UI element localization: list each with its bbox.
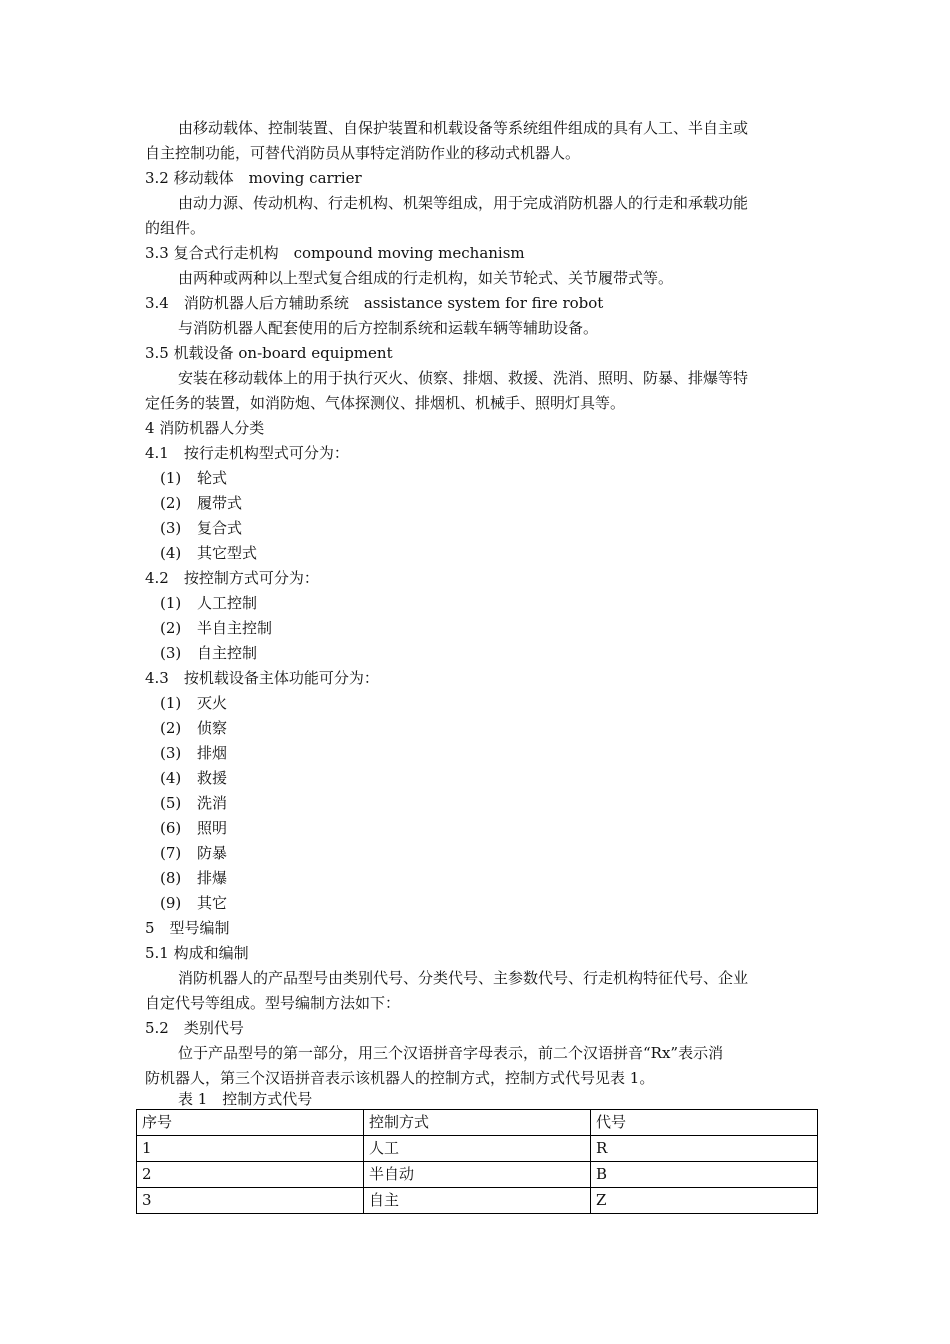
list-item	[160, 618, 825, 638]
paragraph-line: 定任务的装置，如消防炮、气体探测仪、排烟机、机械手、照明灯具等。	[145, 394, 626, 412]
list-item	[160, 793, 825, 813]
list-number: (3)	[160, 644, 182, 662]
list-item	[160, 843, 825, 863]
list-text: 救援	[197, 769, 228, 787]
list-item	[160, 518, 825, 538]
paragraph-line: 安装在移动载体上的用于执行灭火、侦察、排烟、救援、洗消、照明、防暴、排爆等特	[178, 369, 749, 387]
list-number: (1)	[160, 594, 182, 612]
list-text: 侦察	[197, 719, 228, 737]
list-number: (3)	[160, 519, 182, 537]
list-number: (8)	[160, 869, 182, 887]
list-text: 防暴	[197, 844, 228, 862]
list-text: 半自主控制	[197, 619, 273, 637]
table-caption: 表 1 控制方式代号	[178, 1090, 313, 1108]
table-row	[137, 1136, 818, 1162]
paragraph-line: 由动力源、传动机构、行走机构、机架等组成，用于完成消防机器人的行走和承载功能	[178, 194, 749, 212]
list-text: 照明	[197, 819, 228, 837]
list-item	[160, 593, 825, 613]
paragraph-line: 由两种或两种以上型式复合组成的行走机构，如关节轮式、关节履带式等。	[178, 269, 674, 287]
list-item	[160, 693, 825, 713]
section-heading-5-2: 5.2 类别代号	[145, 1019, 244, 1037]
list-number: (4)	[160, 544, 182, 562]
list-item	[160, 493, 825, 513]
section-heading-3-3: 3.3 复合式行走机构 compound moving mechanism	[145, 244, 525, 262]
paragraph-line: 消防机器人的产品型号由类别代号、分类代号、主参数代号、行走机构特征代号、企业	[178, 969, 749, 987]
list-text: 其它型式	[197, 544, 258, 562]
control-mode-table	[136, 1109, 818, 1214]
table-cell: B	[591, 1162, 818, 1188]
list-number: (3)	[160, 744, 182, 762]
list-item	[160, 818, 825, 838]
list-number: (9)	[160, 894, 182, 912]
paragraph-line: 的组件。	[145, 219, 206, 237]
table-header-cell: 控制方式	[364, 1110, 591, 1136]
table-cell: R	[591, 1136, 818, 1162]
list-text: 排烟	[197, 744, 228, 762]
table-cell: 人工	[364, 1136, 591, 1162]
list-text: 洗消	[197, 794, 228, 812]
list-text: 履带式	[197, 494, 243, 512]
paragraph-line: 自主控制功能，可替代消防员从事特定消防作业的移动式机器人。	[145, 144, 581, 162]
section-heading-4-3: 4.3 按机载设备主体功能可分为：	[145, 669, 379, 687]
table-header-cell: 代号	[591, 1110, 818, 1136]
list-item	[160, 893, 825, 913]
list-number: (4)	[160, 769, 182, 787]
paragraph-line: 自定代号等组成。型号编制方法如下：	[145, 994, 401, 1012]
list-text: 其它	[197, 894, 228, 912]
list-text: 轮式	[197, 469, 228, 487]
table-header-cell: 序号	[137, 1110, 364, 1136]
list-item	[160, 543, 825, 563]
paragraph-line: 与消防机器人配套使用的后方控制系统和运载车辆等辅助设备。	[178, 319, 599, 337]
list-item	[160, 718, 825, 738]
table-row	[137, 1188, 818, 1214]
list-number: (1)	[160, 694, 182, 712]
list-number: (2)	[160, 719, 182, 737]
table-cell: 半自动	[364, 1162, 591, 1188]
section-heading-3-2: 3.2 移动载体 moving carrier	[145, 169, 362, 187]
section-heading-4: 4 消防机器人分类	[145, 419, 265, 437]
list-number: (1)	[160, 469, 182, 487]
list-number: (5)	[160, 794, 182, 812]
list-item	[160, 468, 825, 488]
paragraph-line: 由移动载体、控制装置、自保护装置和机载设备等系统组件组成的具有人工、半自主或	[178, 119, 749, 137]
section-heading-5: 5 型号编制	[145, 919, 230, 937]
list-number: (6)	[160, 819, 182, 837]
list-text: 排爆	[197, 869, 228, 887]
table-cell: Z	[591, 1188, 818, 1214]
paragraph-line: 位于产品型号的第一部分，用三个汉语拼音字母表示，前二个汉语拼音“Rx”表示消	[178, 1044, 724, 1062]
list-item	[160, 868, 825, 888]
section-heading-3-4: 3.4 消防机器人后方辅助系统 assistance system for fire robot	[145, 294, 604, 312]
table-row	[137, 1162, 818, 1188]
list-text: 自主控制	[197, 644, 258, 662]
table-cell: 1	[137, 1136, 364, 1162]
list-item	[160, 768, 825, 788]
section-heading-3-5: 3.5 机载设备 on-board equipment	[145, 344, 393, 362]
list-text: 人工控制	[197, 594, 258, 612]
table-cell: 2	[137, 1162, 364, 1188]
list-number: (2)	[160, 619, 182, 637]
list-text: 灭火	[197, 694, 228, 712]
section-heading-5-1: 5.1 构成和编制	[145, 944, 249, 962]
section-heading-4-1: 4.1 按行走机构型式可分为：	[145, 444, 349, 462]
paragraph-line: 防机器人，第三个汉语拼音表示该机器人的控制方式，控制方式代号见表 1。	[145, 1069, 655, 1087]
table-cell: 自主	[364, 1188, 591, 1214]
table-header-row	[137, 1110, 818, 1136]
list-text: 复合式	[197, 519, 243, 537]
list-item	[160, 743, 825, 763]
list-item	[160, 643, 825, 663]
section-heading-4-2: 4.2 按控制方式可分为：	[145, 569, 319, 587]
table-cell: 3	[137, 1188, 364, 1214]
list-number: (2)	[160, 494, 182, 512]
list-number: (7)	[160, 844, 182, 862]
